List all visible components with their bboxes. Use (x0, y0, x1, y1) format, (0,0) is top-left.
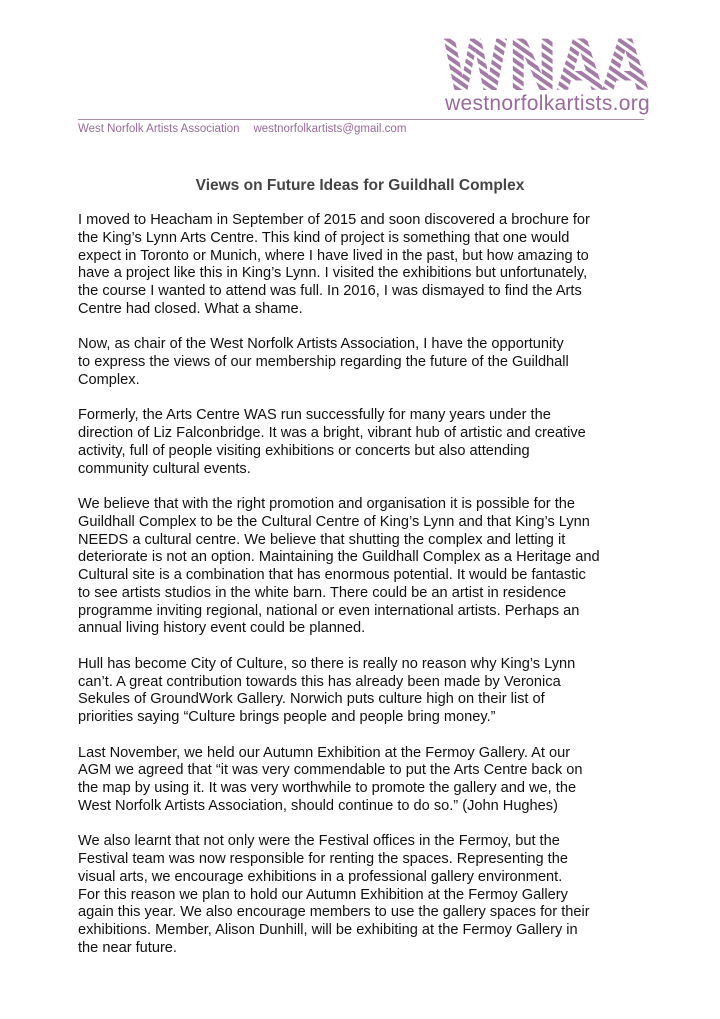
paragraph-line: the map by using it. It was very worthwhile to promote the gallery and we, the (78, 780, 577, 796)
paragraph-line: can’t. A great contribution towards this has already been made by Veronica (78, 673, 561, 690)
paragraph-line: AGM we agreed that “it was very commendable to put the Arts Centre back on (78, 762, 583, 779)
paragraph (78, 656, 648, 727)
paragraph-line: Sekules of GroundWork Gallery. Norwich puts culture high on their list of (78, 691, 545, 708)
paragraph-line: the King’s Lynn Arts Centre. This kind of project is something that one would (78, 229, 570, 246)
paragraph (78, 833, 648, 957)
paragraph-line: Guildhall Complex to be the Cultural Centre of King’s Lynn and that King’s Lynn (78, 513, 590, 530)
paragraph-line: West Norfolk Artists Association, should continue to do so.” (John Hughes) (78, 797, 558, 814)
paragraph-line: priorities saying “Culture brings people and people bring money.” (78, 709, 496, 725)
paragraph-line: NEEDS a cultural centre. We believe that shutting the complex and letting it (78, 531, 566, 548)
logo-lettering: WNAA (442, 28, 649, 107)
paragraph-line: have a project like this in King’s Lynn. I visited the exhibitions but unfortunately, (78, 265, 588, 282)
header-rule (78, 119, 644, 120)
paragraph-line: Last November, we held our Autumn Exhibition at the Fermoy Gallery. At our (78, 744, 571, 761)
paragraph-line: to express the views of our membership regarding the future of the Guildhall (78, 354, 569, 370)
paragraph-line: I moved to Heacham in September of 2015 and soon discovered a brochure for (78, 212, 590, 228)
paragraph-line: visual arts, we encourage exhibitions in a professional gallery environment. (78, 868, 563, 885)
paragraph-line: community cultural events. (78, 460, 251, 477)
letterhead-contact (78, 123, 406, 135)
paragraph-line: again this year. We also encourage members to use the gallery spaces for their (78, 904, 590, 921)
paragraph (78, 496, 648, 638)
paragraph-line: the course I wanted to attend was full. In 2016, I was dismayed to find the Arts (78, 283, 582, 299)
contact-email: westnorfolkartists@gmail.com (253, 123, 407, 135)
logo-url: westnorfolkartists.org (445, 92, 651, 115)
paragraph (78, 212, 648, 319)
paragraph-line: deteriorate is not an option. Maintaining the Guildhall Complex as a Heritage and (78, 549, 600, 566)
paragraph-line: annual living history event could be planned. (78, 620, 366, 637)
paragraph-line: Hull has become City of Culture, so there is really no reason why King’s Lynn (78, 655, 576, 672)
paragraph-line: activity, full of people visiting exhibitions or concerts but also attending (78, 442, 530, 459)
paragraph-line: We also learnt that not only were the Festival offices in the Fermoy, but the (78, 833, 560, 850)
paragraph-line: the near future. (78, 939, 177, 956)
paragraph (78, 745, 648, 816)
paragraph-line: expect in Toronto or Munich, where I have lived in the past, but how amazing to (78, 247, 589, 264)
paragraph-line: Centre had closed. What a shame. (78, 300, 303, 317)
document-body (78, 212, 648, 975)
paragraph (78, 407, 648, 478)
paragraph-line: exhibitions. Member, Alison Dunhill, will be exhibiting at the Fermoy Gallery in (78, 922, 578, 938)
paragraph-line: Cultural site is a combination that has enormous potential. It would be fantastic (78, 567, 586, 583)
paragraph-line: We believe that with the right promotion and organisation it is possible for the (78, 496, 576, 512)
paragraph-line: to see artists studios in the white barn. There could be an artist in residence (78, 584, 567, 601)
paragraph-line: Festival team was now responsible for renting the spaces. Representing the (78, 851, 568, 867)
document-title: Views on Future Ideas for Guildhall Complex (195, 177, 525, 194)
paragraph-line: Formerly, the Arts Centre WAS run successfully for many years under the (78, 407, 551, 424)
paragraph-line: programme inviting regional, national or even international artists. Perhaps an (78, 602, 580, 619)
paragraph-line: Complex. (78, 371, 140, 388)
paragraph-line: Now, as chair of the West Norfolk Artists Association, I have the opportunity (78, 336, 564, 353)
paragraph-line: For this reason we plan to hold our Autumn Exhibition at the Fermoy Gallery (78, 886, 568, 903)
organization-name: West Norfolk Artists Association (78, 123, 240, 135)
paragraph-line: direction of Liz Falconbridge. It was a bright, vibrant hub of artistic and creative (78, 425, 586, 441)
paragraph (78, 336, 648, 389)
